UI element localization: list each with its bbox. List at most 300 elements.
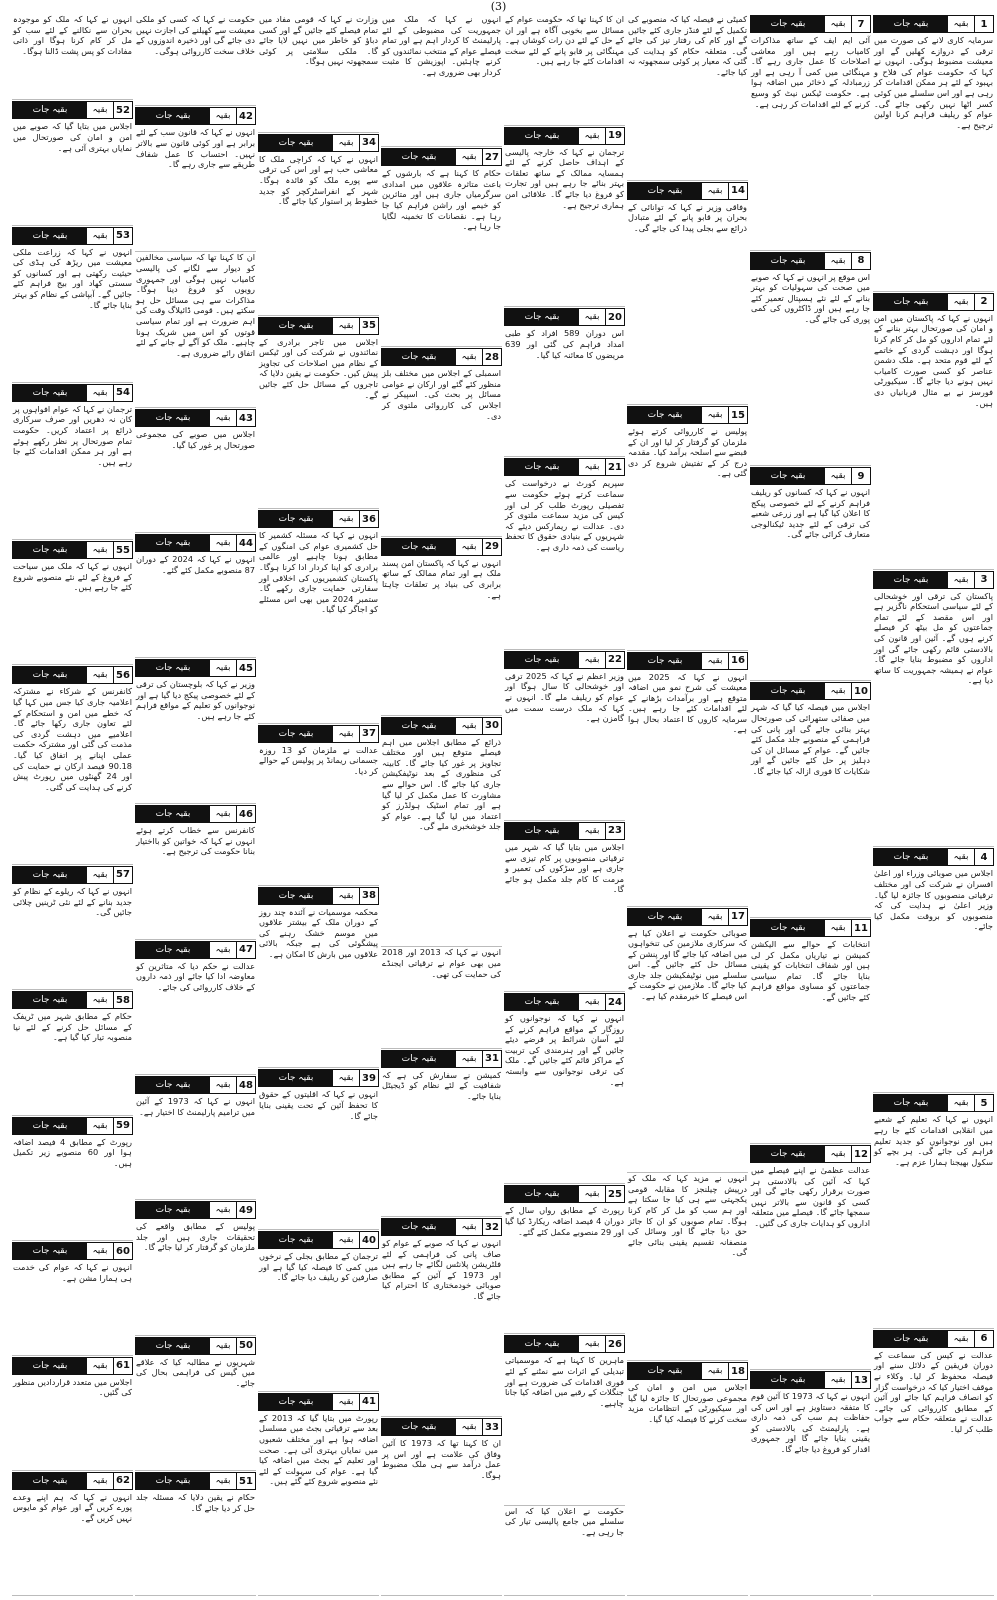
article-continuation xyxy=(12,1241,133,1356)
continuation-label: بقیہ جات xyxy=(628,653,702,669)
continuation-prefix: بقیہ xyxy=(210,108,236,124)
continuation-number: 2 xyxy=(974,294,993,310)
continuation-number: 3 xyxy=(974,572,993,588)
continuation-label: بقیہ جات xyxy=(874,1095,948,1111)
continuation-header xyxy=(873,1094,994,1112)
continuation-prefix: بقیہ xyxy=(210,410,236,426)
article-text: انہوں نے مزید کہا کہ ملک کو درپیش چیلنجز کا مقابلہ قومی یکجہتی سے ہی کیا جا سکتا ہے اور ہم سب کو مل کر کام کرنا ہوگا۔ تمام صوبوں کو ان کا جائز حق دیا جائے گا اور وسائل کی منصفانہ تقسیم یقینی بنائی جائے گی۔ xyxy=(628,1173,747,1258)
continuation-number: 50 xyxy=(236,1338,255,1354)
continuation-number: 48 xyxy=(236,1077,255,1093)
continuation-header xyxy=(504,1335,625,1353)
continuation-label: بقیہ جات xyxy=(751,683,825,699)
article-continuation xyxy=(258,1230,379,1392)
article-text: آئی ایم ایف کے ساتھ مذاکرات کامیاب رہے ہیں اور معاشی اصلاحات کا عمل جاری رہے گا۔ مہنگائی میں کمی آ رہی ہے اور زرمبادلہ کے ذخائر میں اضافہ ہوا ہے۔ حکومت ٹیکس نیٹ کو وسیع کرنے کے لئے اقدامات کر رہی ہے۔ xyxy=(751,35,870,109)
continuation-header xyxy=(135,805,256,823)
article-continuation xyxy=(750,14,871,251)
article-text: انہوں نے کہا کہ 1973 کا آئین قوم کا متفقہ دستاویز ہے اور اس کی حفاظت ہم سب کی ذمہ داری ہے۔ پارلیمنٹ کی بالادستی کو یقینی بنایا جائے گا اور جمہوری اقدار کو فروغ دیا جائے گا۔ xyxy=(751,1391,871,1454)
continuation-prefix: بقیہ xyxy=(825,1372,851,1388)
article-continuation xyxy=(12,865,133,990)
article-text: حکام کا کہنا ہے کہ بارشوں کے باعث متاثرہ علاقوں میں امدادی سرگرمیاں جاری ہیں اور متاثرین کو خیمے اور راشن فراہم کیا جا رہا ہے۔ نقصانات کا تخمینہ لگایا جا رہا ہے۔ xyxy=(382,168,501,232)
continuation-number: 20 xyxy=(605,309,624,325)
continuation-header xyxy=(381,1418,502,1436)
continuation-number: 19 xyxy=(605,128,624,144)
article-text: اجلاس میں صوبے کی مجموعی صورتحال پر غور کیا گیا۔ xyxy=(136,429,255,451)
continuation-label: بقیہ جات xyxy=(136,1338,210,1354)
article-continuation xyxy=(135,1336,256,1471)
continuation-header xyxy=(381,538,502,556)
continuation-label: بقیہ جات xyxy=(628,183,702,199)
continuation-header xyxy=(750,919,871,937)
article-text: عدالت نے کیس کی سماعت کے دوران فریقین کے دلائل سنے اور فیصلہ محفوظ کر لیا۔ وکلاء نے موقف اختیار کیا کہ درخواست گزار کو انصاف فراہم کیا جائے اور آئین کے مطابق کارروائی کی جائے۔ عدالت نے متعلقہ حکام سے جواب طلب کر لیا۔ xyxy=(873,1349,993,1434)
article-continuation xyxy=(381,1417,502,1596)
article-continuation xyxy=(258,1392,379,1596)
continuation-label: بقیہ جات xyxy=(751,920,825,936)
continuation-label: بقیہ جات xyxy=(13,1473,87,1489)
article-continuation xyxy=(12,665,133,865)
continuation-prefix: بقیہ xyxy=(579,1186,605,1202)
article-text: حکام کے مطابق شہر میں ٹریفک کے مسائل حل کرنے کے لئے نیا منصوبہ تیار کیا گیا ہے۔ xyxy=(13,1011,132,1043)
article-text: ان کا کہنا تھا کہ حکومت عوام کے مسائل سے بخوبی آگاہ ہے اور ان کے حل کے لئے دن رات کوشاں ہے۔ مہنگائی پر قابو پانے کے لئے سخت اقدامات کئے جا رہے ہیں۔ xyxy=(505,14,624,67)
continuation-prefix: بقیہ xyxy=(579,1336,605,1352)
continuation-prefix: بقیہ xyxy=(825,920,851,936)
continuation-prefix: بقیہ xyxy=(87,1473,113,1489)
continuation-header xyxy=(258,725,379,743)
column-2 xyxy=(750,14,871,1596)
article-text: ان کا کہنا تھا کہ 1973 کا آئین وفاق کی علامت ہے اور اس پر عمل درآمد سے ہی ملک مضبوط ہوگا۔ xyxy=(382,1438,501,1480)
article-continuation xyxy=(750,918,871,1144)
continuation-prefix: بقیہ xyxy=(456,1051,482,1067)
article-continuation xyxy=(627,907,748,1174)
continuation-number: 57 xyxy=(113,867,132,883)
column-3 xyxy=(627,14,748,1596)
continuation-header xyxy=(381,1050,502,1068)
article-continuation xyxy=(504,457,625,649)
article-continuation xyxy=(504,14,625,126)
article-continuation xyxy=(135,14,256,106)
article-continuation xyxy=(504,821,625,992)
continuation-prefix: بقیہ xyxy=(210,1338,236,1354)
continuation-number: 25 xyxy=(605,1186,624,1202)
article-continuation xyxy=(873,292,994,570)
continuation-header xyxy=(627,406,748,424)
continuation-label: بقیہ جات xyxy=(259,511,333,527)
continuation-prefix: بقیہ xyxy=(210,535,236,551)
article-text: ترجمان نے کہا کہ عوام افواہوں پر کان نہ دھریں اور صرف سرکاری ذرائع پر اعتماد کریں۔ حکومت تمام صورتحال پر نظر رکھے ہوئے ہے اور ہر ممکن اقدامات کئے جا رہے ہیں۔ xyxy=(13,403,132,467)
continuation-label: بقیہ جات xyxy=(136,1473,210,1489)
continuation-label: بقیہ جات xyxy=(505,823,579,839)
continuation-label: بقیہ جات xyxy=(382,1051,456,1067)
continuation-header xyxy=(12,541,133,559)
continuation-label: بقیہ جات xyxy=(259,135,333,151)
continuation-prefix: بقیہ xyxy=(456,149,482,165)
continuation-label: بقیہ جات xyxy=(136,410,210,426)
continuation-header xyxy=(12,384,133,402)
continuation-header xyxy=(12,666,133,684)
continuation-header xyxy=(627,1362,748,1380)
article-continuation xyxy=(750,1370,871,1596)
continuation-prefix: بقیہ xyxy=(579,652,605,668)
continuation-header xyxy=(750,682,871,700)
continuation-header xyxy=(258,1231,379,1249)
article-text: اس موقع پر انہوں نے کہا کہ صوبے میں صحت کی سہولیات کو بہتر بنانے کے لئے نئے ہسپتال تعمیر کئے جا رہے ہیں اور ڈاکٹروں کی کمی پوری کی جائے گی۔ xyxy=(751,271,870,324)
continuation-number: 30 xyxy=(482,718,501,734)
continuation-label: بقیہ جات xyxy=(259,1232,333,1248)
continuation-prefix: بقیہ xyxy=(579,994,605,1010)
article-continuation xyxy=(381,537,502,716)
continuation-number: 21 xyxy=(605,459,624,475)
continuation-prefix: بقیہ xyxy=(456,1219,482,1235)
continuation-number: 49 xyxy=(236,1202,255,1218)
article-text: اس دوران 589 افراد کو طبی امداد فراہم کی گئی اور 639 مریضوں کا معائنہ کیا گیا۔ xyxy=(505,328,624,360)
article-continuation xyxy=(381,147,502,347)
continuation-number: 33 xyxy=(482,1419,501,1435)
continuation-header xyxy=(12,991,133,1009)
continuation-prefix: بقیہ xyxy=(210,1473,236,1489)
continuation-number: 43 xyxy=(236,410,255,426)
continuation-label: بقیہ جات xyxy=(751,1146,825,1162)
article-text: انہوں نے کہا کہ اقلیتوں کے حقوق کا تحفظ آئین کے تحت یقینی بنایا جائے گا۔ xyxy=(259,1089,378,1121)
article-text: ذرائع کے مطابق اجلاس میں اہم فیصلے متوقع ہیں اور مختلف تجاویز پر غور کیا جائے گا۔ کابینہ کی منظوری کے بعد نوٹیفکیشن جاری کیا جائے گا۔ اس حوالے سے مشاورت کا عمل مکمل کر لیا گیا ہے اور تمام اسٹیک ہولڈرز کو اعتماد میں لیا گیا ہے۔ عوام کو جلد خوشخبری ملے گی۔ xyxy=(382,736,501,832)
article-continuation xyxy=(873,570,994,848)
continuation-prefix: بقیہ xyxy=(948,849,974,865)
article-text: انہوں نے کہا کہ نوجوانوں کو روزگار کے مواقع فراہم کرنے کے لئے آسان شرائط پر قرضے دیئے جائیں گے اور ہنرمندی کی تربیت کے مراکز قائم کئے جائیں گے۔ ملک کی ترقی نوجوانوں سے وابستہ ہے۔ xyxy=(505,1013,624,1087)
article-continuation xyxy=(258,1068,379,1230)
continuation-header xyxy=(381,148,502,166)
continuation-prefix: بقیہ xyxy=(948,16,974,32)
continuation-prefix: بقیہ xyxy=(333,135,359,151)
continuation-prefix: بقیہ xyxy=(87,1118,113,1134)
continuation-label: بقیہ جات xyxy=(382,1219,456,1235)
continuation-prefix: بقیہ xyxy=(87,867,113,883)
article-text: پاکستان کی ترقی اور خوشحالی کے لئے سیاسی استحکام ناگزیر ہے اور اس مقصد کے لئے تمام جماعتوں کو مل بیٹھ کر فیصلے کرنے ہوں گے۔ آئین اور قانون کی بالادستی قائم رکھی جائے گی اور اداروں کو مضبوط بنایا جائے گا۔ عوام نے ہمیشہ جمہوریت کا ساتھ دیا ہے۔ xyxy=(874,590,993,686)
continuation-header xyxy=(258,134,379,152)
article-text: اجلاس میں فیصلہ کیا گیا کہ شہر میں صفائی ستھرائی کی صورتحال بہتر بنائی جائے گی اور پانی کی فراہمی کے منصوبے جلد مکمل کئے جائیں گے۔ عوام کے مسائل ان کی دہلیز پر حل کئے جائیں گے اور شکایات کا فوری ازالہ کیا جائے گا۔ xyxy=(751,702,870,776)
continuation-prefix: بقیہ xyxy=(825,16,851,32)
article-continuation xyxy=(504,1184,625,1334)
continuation-label: بقیہ جات xyxy=(751,468,825,484)
article-text: انہوں نے کہا کہ پاکستان میں امن و امان کی صورتحال بہتر بنانے کے لئے تمام اداروں کو مل کر کام کرنا ہوگا اور دہشت گردی کے خاتمے کے لئے قوم متحد ہے۔ ملک دشمن عناصر کو کسی صورت کامیاب نہیں ہونے دیا جائے گا۔ سیکیورٹی فورسز نے بے مثال قربانیاں دی ہیں۔ xyxy=(874,312,993,408)
article-text: انہوں نے کہا کہ عوام کی خدمت ہی ہمارا مشن ہے۔ xyxy=(13,1262,132,1283)
article-continuation xyxy=(381,14,502,147)
article-continuation xyxy=(135,940,256,1075)
column-8 xyxy=(12,14,133,1596)
article-text: اسمبلی کے اجلاس میں مختلف بلز منظور کئے گئے اور ارکان نے عوامی مسائل پر بحث کی۔ اسپیکر نے اجلاس کی کارروائی ملتوی کر دی۔ xyxy=(382,368,501,421)
continuation-header xyxy=(135,659,256,677)
article-text: انتخابات کے حوالے سے الیکشن کمیشن نے تیاریاں مکمل کر لی ہیں اور شفاف انتخابات کو یقینی بنایا جائے گا۔ تمام سیاسی جماعتوں کو مساوی مواقع فراہم کئے جائیں گے۔ xyxy=(751,939,870,1002)
article-text: کمیٹی نے فیصلہ کیا کہ منصوبے کی تکمیل کے لئے فنڈز جاری کئے جائیں گے اور کام کی رفتار تیز کی جائے گی۔ متعلقہ حکام کو ہدایت کی گئی کہ معیار پر کوئی سمجھوتہ نہ کیا جائے۔ xyxy=(628,14,747,77)
continuation-label: بقیہ جات xyxy=(505,128,579,144)
continuation-label: بقیہ جات xyxy=(751,1372,825,1388)
continuation-label: بقیہ جات xyxy=(382,149,456,165)
continuation-prefix: بقیہ xyxy=(456,349,482,365)
continuation-number: 27 xyxy=(482,149,501,165)
article-continuation xyxy=(258,724,379,886)
article-continuation xyxy=(12,1471,133,1596)
continuation-number: 41 xyxy=(359,1394,378,1410)
article-continuation xyxy=(750,681,871,918)
continuation-number: 45 xyxy=(236,660,255,676)
continuation-number: 35 xyxy=(359,318,378,334)
continuation-label: بقیہ جات xyxy=(751,16,825,32)
continuation-number: 24 xyxy=(605,994,624,1010)
continuation-prefix: بقیہ xyxy=(456,539,482,555)
continuation-label: بقیہ جات xyxy=(259,726,333,742)
continuation-number: 37 xyxy=(359,726,378,742)
article-continuation xyxy=(627,1173,748,1361)
continuation-header xyxy=(873,571,994,589)
continuation-prefix: بقیہ xyxy=(87,992,113,1008)
continuation-prefix: بقیہ xyxy=(87,542,113,558)
article-continuation xyxy=(12,1356,133,1471)
article-continuation xyxy=(504,126,625,308)
article-text: انہوں نے کہا کہ ریلوے کے نظام کو جدید بنانے کے لئے نئی ٹرینیں چلائی جائیں گی۔ xyxy=(13,885,132,918)
continuation-number: 36 xyxy=(359,511,378,527)
article-text: اجلاس میں متعدد قراردادیں منظور کی گئیں۔ xyxy=(13,1376,132,1398)
article-continuation xyxy=(504,650,625,821)
continuation-label: بقیہ جات xyxy=(874,1331,948,1347)
continuation-header xyxy=(750,467,871,485)
continuation-header xyxy=(12,866,133,884)
article-text: حکومت نے کہا کہ کسی کو ملکی معیشت سے کھیلنے کی اجازت نہیں دی جائے گی اور ذخیرہ اندوزوں کے خلاف سخت کارروائی ہوگی۔ xyxy=(136,14,255,56)
continuation-prefix: بقیہ xyxy=(210,806,236,822)
continuation-header xyxy=(627,182,748,200)
article-continuation xyxy=(258,316,379,510)
continuation-header xyxy=(504,308,625,326)
continuation-label: بقیہ جات xyxy=(382,349,456,365)
article-text: عدالت نے حکم دیا کہ متاثرین کو معاوضہ ادا کیا جائے اور ذمہ داروں کے خلاف کارروائی کی جائے۔ xyxy=(136,960,255,992)
article-text: اجلاس میں امن و امان کی مجموعی صورتحال کا جائزہ لیا گیا اور سیکیورٹی کے انتظامات مزید سخت کرنے کا فیصلہ کیا گیا۔ xyxy=(628,1382,747,1424)
continuation-label: بقیہ جات xyxy=(13,385,87,401)
article-continuation xyxy=(627,405,748,650)
continuation-prefix: بقیہ xyxy=(210,660,236,676)
continuation-header xyxy=(381,1218,502,1236)
continuation-number: 39 xyxy=(359,1070,378,1086)
continuation-label: بقیہ جات xyxy=(13,1358,87,1374)
article-text: انہوں نے کہا کہ ہم اپنے وعدے پورے کریں گے اور عوام کو مایوس نہیں کریں گے۔ xyxy=(13,1491,132,1523)
continuation-header xyxy=(258,887,379,905)
article-continuation xyxy=(504,307,625,457)
continuation-label: بقیہ جات xyxy=(136,942,210,958)
article-text: پولیس کے مطابق واقعے کی تحقیقات جاری ہیں اور جلد ملزمان کو گرفتار کر لیا جائے گا۔ xyxy=(136,1221,255,1253)
article-text: وزارت نے کہا کہ قومی مفاد میں تمام فیصلے کئے جائیں گے اور کسی دباؤ کو خاطر میں نہیں لایا جائے گا۔ ملکی سلامتی پر کوئی سمجھوتہ نہیں ہوگا۔ xyxy=(259,14,378,67)
continuation-label: بقیہ جات xyxy=(13,992,87,1008)
continuation-label: بقیہ جات xyxy=(13,667,87,683)
article-continuation xyxy=(750,466,871,681)
continuation-prefix: بقیہ xyxy=(210,942,236,958)
article-continuation xyxy=(12,100,133,225)
continuation-number: 7 xyxy=(851,16,870,32)
continuation-header xyxy=(873,15,994,33)
continuation-header xyxy=(135,409,256,427)
continuation-number: 58 xyxy=(113,992,132,1008)
article-text: وفاقی وزیر نے کہا کہ توانائی کے بحران پر قابو پانے کے لئے متبادل ذرائع سے بجلی پیدا کی جائے گی۔ xyxy=(628,201,747,234)
continuation-number: 59 xyxy=(113,1118,132,1134)
continuation-header xyxy=(258,1069,379,1087)
continuation-label: بقیہ جات xyxy=(259,318,333,334)
article-text: رپورٹ میں بتایا گیا کہ 2013 کے بعد سے ترقیاتی بجٹ میں مسلسل اضافہ ہوا ہے اور مختلف شعبوں میں نمایاں بہتری آئی ہے۔ صحت اور تعلیم کے بجٹ میں اضافہ کیا گیا ہے۔ عوام کی سہولت کے لئے نئے منصوبے شروع کئے گئے ہیں۔ xyxy=(259,1412,378,1487)
continuation-number: 8 xyxy=(851,253,870,269)
continuation-header xyxy=(750,1371,871,1389)
continuation-label: بقیہ جات xyxy=(136,108,210,124)
continuation-header xyxy=(504,651,625,669)
continuation-prefix: بقیہ xyxy=(579,459,605,475)
continuation-prefix: بقیہ xyxy=(579,823,605,839)
continuation-prefix: بقیہ xyxy=(825,253,851,269)
article-text: انہوں نے کہا کہ 2013 اور 2018 میں بھی عوام نے ترقیاتی ایجنڈے کی حمایت کی تھی۔ xyxy=(382,947,502,979)
continuation-prefix: بقیہ xyxy=(333,318,359,334)
article-continuation xyxy=(627,181,748,405)
article-continuation xyxy=(627,14,748,181)
article-continuation xyxy=(135,106,256,252)
continuation-header xyxy=(12,1472,133,1490)
continuation-header xyxy=(135,941,256,959)
newspaper-columns xyxy=(3,14,994,1596)
article-continuation xyxy=(750,1144,871,1370)
article-continuation xyxy=(873,1093,994,1328)
continuation-label: بقیہ جات xyxy=(505,1336,579,1352)
article-text: وزیر نے کہا کہ بلوچستان کی ترقی کے لئے خصوصی پیکج دیا گیا ہے اور نوجوانوں کو تعلیم کے مواقع فراہم کئے جا رہے ہیں۔ xyxy=(136,679,255,721)
article-continuation xyxy=(135,408,256,533)
article-text: انہوں نے کہا کہ ملک میں جمہوریت کی مضبوطی کے لئے پارلیمنٹ کا کردار اہم ہے اور تمام فیصلے عوام کے منتخب نمائندوں کو کرنے چاہئیں۔ اپوزیشن کا مثبت کردار بھی ضروری ہے۔ xyxy=(382,14,501,77)
continuation-prefix: بقیہ xyxy=(702,909,728,925)
continuation-label: بقیہ جات xyxy=(628,407,702,423)
article-continuation xyxy=(873,847,994,1093)
continuation-number: 4 xyxy=(974,849,993,865)
continuation-number: 11 xyxy=(851,920,870,936)
continuation-prefix: بقیہ xyxy=(702,183,728,199)
continuation-header xyxy=(873,848,994,866)
continuation-prefix: بقیہ xyxy=(948,1331,974,1347)
continuation-header xyxy=(135,1076,256,1094)
continuation-number: 38 xyxy=(359,888,378,904)
article-text: اجلاس میں بتایا گیا کہ صوبے میں امن و امان کی صورتحال میں نمایاں بہتری آئی ہے۔ xyxy=(13,121,132,153)
continuation-header xyxy=(135,1472,256,1490)
continuation-label: بقیہ جات xyxy=(13,1118,87,1134)
continuation-number: 1 xyxy=(974,16,993,32)
continuation-header xyxy=(750,15,871,33)
article-continuation xyxy=(12,14,133,100)
continuation-prefix: بقیہ xyxy=(579,128,605,144)
continuation-number: 9 xyxy=(851,468,870,484)
continuation-label: بقیہ جات xyxy=(136,1077,210,1093)
continuation-number: 26 xyxy=(605,1336,624,1352)
continuation-number: 5 xyxy=(974,1095,993,1111)
article-continuation xyxy=(135,533,256,658)
article-continuation xyxy=(381,1217,502,1417)
continuation-header xyxy=(381,717,502,735)
article-text: اجلاس میں بتایا گیا کہ شہر میں ترقیاتی منصوبوں پر کام تیزی سے جاری ہے اور سڑکوں کی تعمیر و مرمت کا کام جلد مکمل ہو جائے گا۔ xyxy=(505,841,624,895)
continuation-number: 47 xyxy=(236,942,255,958)
article-continuation xyxy=(504,1506,625,1596)
continuation-prefix: بقیہ xyxy=(87,385,113,401)
article-continuation xyxy=(12,1116,133,1241)
continuation-number: 32 xyxy=(482,1219,501,1235)
article-text: ترجمان کے مطابق بجلی کے نرخوں میں کمی کا فیصلہ کیا گیا ہے اور صارفین کو ریلیف دیا جائے گا۔ xyxy=(259,1251,378,1283)
continuation-label: بقیہ جات xyxy=(13,867,87,883)
continuation-header xyxy=(750,252,871,270)
article-text: انہوں نے کہا کہ ملک میں سیاحت کے فروغ کے لئے نئے منصوبے شروع کئے جا رہے ہیں۔ xyxy=(13,561,132,593)
article-continuation xyxy=(381,347,502,536)
continuation-number: 62 xyxy=(113,1473,132,1489)
article-text: ماہرین کا کہنا ہے کہ موسمیاتی تبدیلی کے اثرات سے نمٹنے کے لئے فوری اقدامات کی ضرورت ہے اور جنگلات کے رقبے میں اضافہ کیا جانا چاہیے۔ xyxy=(505,1355,624,1408)
article-text: انہوں نے کہا کہ قانون سب کے لئے برابر ہے اور کوئی قانون سے بالاتر نہیں۔ احتساب کا عمل شفاف طریقے سے جاری رہے گا۔ xyxy=(136,127,255,170)
continuation-number: 44 xyxy=(236,535,255,551)
article-text: انہوں نے کہا کہ ملک کو موجودہ بحران سے نکالنے کے لئے سب کو مل کر کام کرنا ہوگا اور ذاتی مفادات کو پس پشت ڈالنا ہوگا۔ xyxy=(13,14,132,56)
continuation-header xyxy=(627,908,748,926)
continuation-header xyxy=(135,1201,256,1219)
page-number: (3) xyxy=(490,0,507,13)
continuation-prefix: بقیہ xyxy=(87,102,113,118)
continuation-label: بقیہ جات xyxy=(628,1363,702,1379)
continuation-label: بقیہ جات xyxy=(13,542,87,558)
continuation-label: بقیہ جات xyxy=(136,660,210,676)
article-continuation xyxy=(873,14,994,292)
article-text: عدالت نے ملزمان کو 13 روزہ جسمانی ریمانڈ پر پولیس کے حوالے کر دیا۔ xyxy=(259,744,378,777)
continuation-prefix: بقیہ xyxy=(210,1202,236,1218)
article-text: اجلاس میں تاجر برادری کے نمائندوں نے شرکت کی اور ٹیکس کے نظام میں اصلاحات کی تجاویز پیش کیں۔ حکومت نے یقین دلایا کہ تاجروں کے مسائل حل کئے جائیں گے۔ xyxy=(259,336,378,400)
column-7 xyxy=(135,14,256,1596)
continuation-header xyxy=(504,458,625,476)
continuation-header xyxy=(258,510,379,528)
article-continuation xyxy=(381,716,502,948)
article-text: انہوں نے کہا کہ 1973 کے آئین میں ترامیم پارلیمنٹ کا اختیار ہے۔ xyxy=(136,1096,255,1117)
article-text: پولیس نے کارروائی کرتے ہوئے ملزمان کو گرفتار کر لیا اور ان کے قبضے سے اسلحہ برآمد کیا۔ مقدمہ درج کر کے تفتیش شروع کر دی گئی ہے۔ xyxy=(628,426,747,479)
continuation-number: 42 xyxy=(236,108,255,124)
article-text: محکمہ موسمیات نے آئندہ چند روز کے دوران ملک کے بیشتر علاقوں میں موسم خشک رہنے کی پیشگوئی کی ہے جبکہ بالائی علاقوں میں بارش کا امکان ہے۔ xyxy=(259,906,378,959)
article-text: رپورٹ کے مطابق 4 فیصد اضافہ ہوا اور 60 منصوبے زیر تکمیل ہیں۔ xyxy=(13,1136,132,1168)
article-text: انہوں نے کہا کہ مسئلہ کشمیر کا حل کشمیری عوام کی امنگوں کے مطابق ہونا چاہیے اور عالمی برادری کو اپنا کردار ادا کرنا ہوگا۔ پاکستان کشمیریوں کی اخلاقی اور سفارتی حمایت جاری رکھے گا۔ ستمبر 2024 میں بھی اس مسئلے کو اجاگر کیا گیا۔ xyxy=(259,530,378,615)
article-continuation xyxy=(258,509,379,724)
continuation-number: 28 xyxy=(482,349,501,365)
article-continuation xyxy=(258,886,379,1069)
continuation-prefix: بقیہ xyxy=(579,309,605,325)
continuation-number: 55 xyxy=(113,542,132,558)
continuation-prefix: بقیہ xyxy=(333,511,359,527)
continuation-label: بقیہ جات xyxy=(259,1070,333,1086)
continuation-label: بقیہ جات xyxy=(505,459,579,475)
continuation-number: 52 xyxy=(113,102,132,118)
continuation-number: 60 xyxy=(113,1243,132,1259)
continuation-number: 14 xyxy=(728,183,747,199)
continuation-prefix: بقیہ xyxy=(333,1232,359,1248)
article-continuation xyxy=(12,226,133,383)
article-text: کانفرنس کے شرکاء نے مشترکہ اعلامیہ جاری کیا جس میں کہا گیا کہ خطے میں امن و استحکام کے لئے تعاون جاری رکھا جائے گا۔ اعلامیے میں دہشت گردی کی مذمت کی گئی اور مشترکہ حکمت عملی اپنانے پر اتفاق کیا گیا۔ 90.18 فیصد ارکان نے حمایت کی اور 24 گھنٹوں میں رپورٹ پیش کرنے کی ہدایت کی گئی۔ xyxy=(13,686,132,792)
continuation-prefix: بقیہ xyxy=(825,468,851,484)
continuation-prefix: بقیہ xyxy=(87,1243,113,1259)
continuation-prefix: بقیہ xyxy=(948,1095,974,1111)
continuation-label: بقیہ جات xyxy=(874,294,948,310)
article-text: انہوں نے کہا کہ تعلیم کے شعبے میں انقلابی اقدامات کئے جا رہے ہیں اور نوجوانوں کو جدید تعلیم فراہم کی جائے گی۔ ہر بچے کو سکول بھیجنا ہمارا عزم ہے۔ xyxy=(874,1114,993,1167)
article-text: انہوں نے کہا کہ زراعت ملکی معیشت میں ریڑھ کی ہڈی کی حیثیت رکھتی ہے اور کسانوں کو سستی کھاد اور بیج فراہم کئے جائیں گے۔ آبپاشی کے نظام کو بہتر بنایا جائے گا۔ xyxy=(13,246,132,310)
continuation-label: بقیہ جات xyxy=(874,849,948,865)
continuation-prefix: بقیہ xyxy=(333,1070,359,1086)
continuation-label: بقیہ جات xyxy=(136,806,210,822)
article-text: انہوں نے کہا کہ 2024 کے دوران 87 منصوبے مکمل کئے گئے۔ xyxy=(136,554,256,575)
continuation-label: بقیہ جات xyxy=(382,718,456,734)
continuation-label: بقیہ جات xyxy=(259,888,333,904)
continuation-label: بقیہ جات xyxy=(382,539,456,555)
article-continuation xyxy=(12,990,133,1115)
continuation-number: 12 xyxy=(851,1146,870,1162)
article-text: انہوں نے کہا کہ 2025 میں معیشت کی شرح نمو میں اضافہ متوقع ہے اور برآمدات بڑھانے کے لئے اقدامات کئے جا رہے ہیں۔ سرمایہ کاروں کا اعتماد بحال ہوا ہے۔ xyxy=(628,671,747,735)
continuation-number: 15 xyxy=(728,407,747,423)
continuation-prefix: بقیہ xyxy=(87,667,113,683)
column-6 xyxy=(258,14,379,1596)
article-text: ان کا کہنا تھا کہ سیاسی مخالفین کو دیوار سے لگانے کی پالیسی کامیاب نہیں ہوگی اور جمہوری رویوں کو فروغ دینا ہوگا۔ مذاکرات سے ہی مسائل حل ہو سکتے ہیں۔ قومی ڈائیلاگ وقت کی اہم ضرورت ہے اور تمام سیاسی قوتوں کو اس میں شریک ہونا چاہیے۔ ملک کو آگے لے جانے کے لئے اتفاق رائے ضروری ہے۔ xyxy=(136,252,255,358)
continuation-label: بقیہ جات xyxy=(751,253,825,269)
continuation-prefix: بقیہ xyxy=(948,294,974,310)
continuation-header xyxy=(12,1242,133,1260)
